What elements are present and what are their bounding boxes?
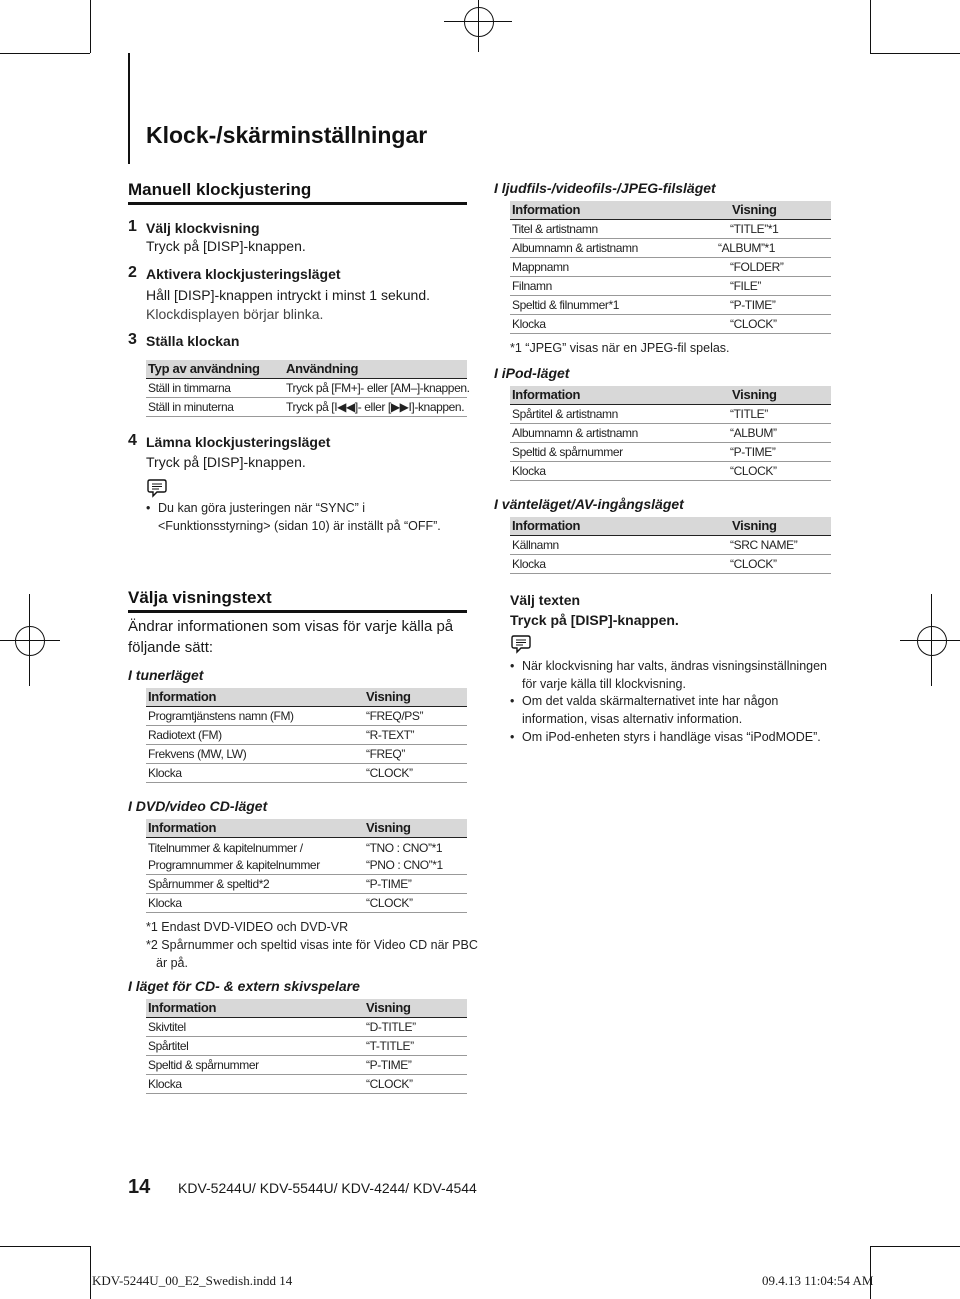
table-row bbox=[510, 315, 831, 334]
slug-filename: KDV-5244U_00_E2_Swedish.indd 14 bbox=[92, 1273, 293, 1288]
crop-mark bbox=[90, 0, 91, 53]
step-text: Klockdisplayen börjar blinka. bbox=[146, 306, 324, 322]
table-row bbox=[146, 745, 467, 764]
table-cell: “TNO : CNO”*1 “PNO : CNO”*1 bbox=[366, 841, 443, 872]
table-cell: “CLOCK” bbox=[366, 896, 413, 910]
dvd-table bbox=[146, 819, 467, 913]
registration-mark bbox=[917, 626, 947, 656]
step-text: Håll [DISP]-knappen intryckt i minst 1 sekund. bbox=[146, 287, 431, 303]
select-text-line: Tryck på [DISP]-knappen. bbox=[510, 612, 679, 628]
table-cell: Programtjänstens namn (FM) bbox=[148, 709, 294, 723]
table-cell: Titelnummer & kapitelnummer / Programnummer & kapitelnummer bbox=[148, 841, 320, 872]
registration-mark bbox=[464, 7, 494, 37]
column-header: Användning bbox=[286, 361, 359, 376]
registration-mark bbox=[15, 626, 45, 656]
cd-title: I läget för CD- & extern skivspelare bbox=[128, 978, 360, 994]
table-cell: “P-TIME” bbox=[366, 1058, 412, 1072]
table-cell: “CLOCK” bbox=[730, 464, 777, 478]
table-header bbox=[146, 819, 467, 838]
table-cell: “FREQ” bbox=[366, 747, 405, 761]
crop-mark bbox=[870, 0, 871, 53]
table-cell: Skivtitel bbox=[148, 1020, 186, 1034]
table-cell: “SRC NAME” bbox=[730, 538, 798, 552]
crop-mark bbox=[444, 21, 512, 22]
crop-mark bbox=[90, 1246, 91, 1299]
table-row bbox=[510, 536, 831, 555]
section-rule bbox=[128, 202, 467, 205]
intro-text: Ändrar informationen som visas för varje källa på bbox=[128, 618, 454, 635]
step-title: Välj klockvisning bbox=[146, 220, 260, 236]
crop-mark bbox=[870, 1246, 960, 1247]
note-text: När klockvisning har valts, ändras visningsinställningen bbox=[522, 659, 828, 673]
table-row bbox=[146, 707, 467, 726]
crop-mark bbox=[870, 53, 960, 54]
note-text: Du kan göra justeringen när “SYNC” i bbox=[158, 501, 366, 515]
crop-mark bbox=[478, 0, 479, 52]
table-cell: “ALBUM” bbox=[730, 426, 777, 440]
table-cell: Klocka bbox=[512, 464, 546, 478]
dvd-title: I DVD/video CD-läget bbox=[128, 798, 268, 814]
table-header bbox=[146, 360, 467, 379]
column-header: Visning bbox=[732, 518, 777, 533]
table-cell: Speltid & spårnummer bbox=[148, 1058, 259, 1072]
slug-date: 09.4.13 11:04:54 AM bbox=[762, 1273, 874, 1288]
model-line: KDV-5244U/ KDV-5544U/ KDV-4244/ KDV-4544 bbox=[178, 1180, 477, 1196]
column-header: Visning bbox=[366, 1000, 411, 1015]
table-cell: Titel & artistnamn bbox=[512, 222, 598, 236]
crop-mark bbox=[0, 1246, 90, 1247]
step-title: Lämna klockjusteringsläget bbox=[146, 434, 331, 450]
cd-table bbox=[146, 999, 467, 1094]
step-title: Ställa klockan bbox=[146, 333, 240, 349]
table-row bbox=[146, 1037, 467, 1056]
table-row bbox=[146, 1018, 467, 1037]
page-title: Klock-/skärminställningar bbox=[146, 122, 428, 148]
note-text: Om iPod-enheten styrs i handläge visas “iPodMODE”. bbox=[522, 730, 821, 744]
table-cell: “ALBUM”*1 bbox=[718, 241, 776, 255]
table-cell: “TITLE” bbox=[730, 407, 768, 421]
table-cell: Klocka bbox=[512, 317, 546, 331]
ipod-title: I iPod-läget bbox=[494, 365, 570, 381]
step-number: 4 bbox=[128, 432, 137, 449]
standby-title: I vänteläget/AV-ingångsläget bbox=[494, 496, 684, 512]
table-cell: Albumnamn & artistnamn bbox=[512, 426, 638, 440]
note-text: information, visas alternativ information. bbox=[522, 712, 743, 726]
table-row bbox=[510, 555, 831, 574]
ipod-table bbox=[510, 386, 831, 481]
table-row bbox=[146, 398, 467, 417]
column-header: Visning bbox=[732, 387, 777, 402]
table-cell: “D-TITLE” bbox=[366, 1020, 416, 1034]
table-cell: Speltid & spårnummer bbox=[512, 445, 623, 459]
crop-mark bbox=[900, 640, 960, 641]
table-cell: Ställ in timmarna bbox=[148, 381, 231, 395]
clock-section-title: Manuell klockjustering bbox=[128, 180, 312, 199]
table-cell: Radiotext (FM) bbox=[148, 728, 222, 742]
select-text-title: Välj texten bbox=[510, 592, 581, 608]
note-icon bbox=[510, 634, 532, 654]
table-cell: “CLOCK” bbox=[366, 1077, 413, 1091]
note-text: för varje källa till klockvisning. bbox=[522, 677, 686, 691]
table-cell: Spårnummer & speltid*2 bbox=[148, 877, 270, 891]
table-cell: “FREQ/PS” bbox=[366, 709, 424, 723]
table-cell: Mappnamn bbox=[512, 260, 569, 274]
footnote: *1 Endast DVD-VIDEO och DVD-VR bbox=[146, 920, 349, 934]
crop-mark bbox=[0, 640, 60, 641]
clock-table bbox=[146, 360, 470, 417]
table-row bbox=[146, 726, 467, 745]
table-cell: Spårtitel & artistnamn bbox=[512, 407, 618, 421]
footnote: *2 Spårnummer och speltid visas inte för Video CD när PBC bbox=[146, 938, 478, 952]
step-number: 2 bbox=[128, 264, 137, 281]
intro-text: följande sätt: bbox=[128, 639, 214, 656]
table-cell: Frekvens (MW, LW) bbox=[148, 747, 247, 761]
table-cell: Spårtitel bbox=[148, 1039, 189, 1053]
table-row bbox=[146, 1056, 467, 1075]
step-number: 1 bbox=[128, 218, 137, 235]
section-rule bbox=[128, 610, 467, 613]
column-header: Information bbox=[148, 820, 217, 835]
table-cell: Tryck på [I◀◀]- eller [▶▶I]-knappen. bbox=[286, 400, 465, 414]
table-cell: “CLOCK” bbox=[730, 317, 777, 331]
table-cell: “T-TITLE” bbox=[366, 1039, 414, 1053]
table-cell: Klocka bbox=[512, 557, 546, 571]
column-header: Visning bbox=[732, 202, 777, 217]
table-row bbox=[510, 462, 831, 481]
table-row bbox=[146, 894, 467, 913]
side-bar bbox=[128, 53, 130, 164]
table-cell: “R-TEXT” bbox=[366, 728, 415, 742]
column-header: Information bbox=[512, 202, 581, 217]
step-text: Tryck på [DISP]-knappen. bbox=[146, 238, 306, 254]
step-text: Tryck på [DISP]-knappen. bbox=[146, 454, 306, 470]
table-row bbox=[510, 220, 831, 239]
table-cell: Källnamn bbox=[512, 538, 559, 552]
table-row bbox=[146, 1075, 467, 1094]
column-header: Information bbox=[148, 689, 217, 704]
table-cell: Klocka bbox=[148, 766, 182, 780]
table-cell: Speltid & filnummer*1 bbox=[512, 298, 619, 312]
table-cell: Ställ in minuterna bbox=[148, 400, 234, 414]
table-cell: “TITLE”*1 bbox=[730, 222, 779, 236]
table-header bbox=[510, 386, 831, 405]
table-cell: Tryck på [FM+]- eller [AM–]-knappen. bbox=[286, 381, 470, 395]
table-row bbox=[146, 875, 467, 894]
table-cell: “FILE” bbox=[730, 279, 761, 293]
table-cell: Filnamn bbox=[512, 279, 552, 293]
table-header bbox=[146, 999, 467, 1018]
table-header bbox=[510, 517, 831, 536]
tuner-table bbox=[146, 688, 467, 783]
column-header: Information bbox=[148, 1000, 217, 1015]
column-header: Information bbox=[512, 387, 581, 402]
note-text: Om det valda skärmalternativet inte har någon bbox=[522, 694, 779, 708]
column-header: Visning bbox=[366, 689, 411, 704]
table-cell: “CLOCK” bbox=[366, 766, 413, 780]
table-cell: Albumnamn & artistnamn bbox=[512, 241, 638, 255]
display-section-title: Välja visningstext bbox=[128, 588, 272, 607]
table-cell: Klocka bbox=[148, 896, 182, 910]
column-header: Information bbox=[512, 518, 581, 533]
table-cell: Klocka bbox=[148, 1077, 182, 1091]
table-row bbox=[510, 296, 831, 315]
footnote: *1 “JPEG” visas när en JPEG-fil spelas. bbox=[510, 341, 730, 355]
column-header: Visning bbox=[366, 820, 411, 835]
table-row bbox=[146, 838, 467, 875]
table-cell: “FOLDER” bbox=[730, 260, 784, 274]
tuner-title: I tunerläget bbox=[128, 667, 204, 683]
table-header bbox=[146, 688, 467, 707]
standby-table bbox=[510, 517, 831, 574]
note-text: <Funktionsstyrning> (sidan 10) är inställt på “OFF”. bbox=[158, 519, 441, 533]
table-row bbox=[510, 424, 831, 443]
table-header bbox=[510, 201, 831, 220]
table-row bbox=[510, 258, 831, 277]
table-cell: “P-TIME” bbox=[366, 877, 412, 891]
audio-title: I ljudfils-/videofils-/JPEG-filsläget bbox=[494, 180, 716, 196]
note-icon bbox=[146, 478, 168, 498]
step-title: Aktivera klockjusteringsläget bbox=[146, 266, 341, 282]
step-number: 3 bbox=[128, 331, 137, 348]
table-row bbox=[146, 379, 470, 398]
audio-table bbox=[510, 201, 831, 334]
crop-mark bbox=[0, 53, 90, 54]
table-row bbox=[510, 405, 831, 424]
table-row bbox=[146, 764, 467, 783]
page-number: 14 bbox=[128, 1176, 151, 1198]
table-cell: “P-TIME” bbox=[730, 445, 776, 459]
table-row bbox=[510, 277, 831, 296]
table-cell: “CLOCK” bbox=[730, 557, 777, 571]
table-cell: “P-TIME” bbox=[730, 298, 776, 312]
column-header: Typ av användning bbox=[148, 361, 260, 376]
footnote: är på. bbox=[156, 956, 188, 970]
table-row bbox=[510, 239, 831, 258]
table-row bbox=[510, 443, 831, 462]
